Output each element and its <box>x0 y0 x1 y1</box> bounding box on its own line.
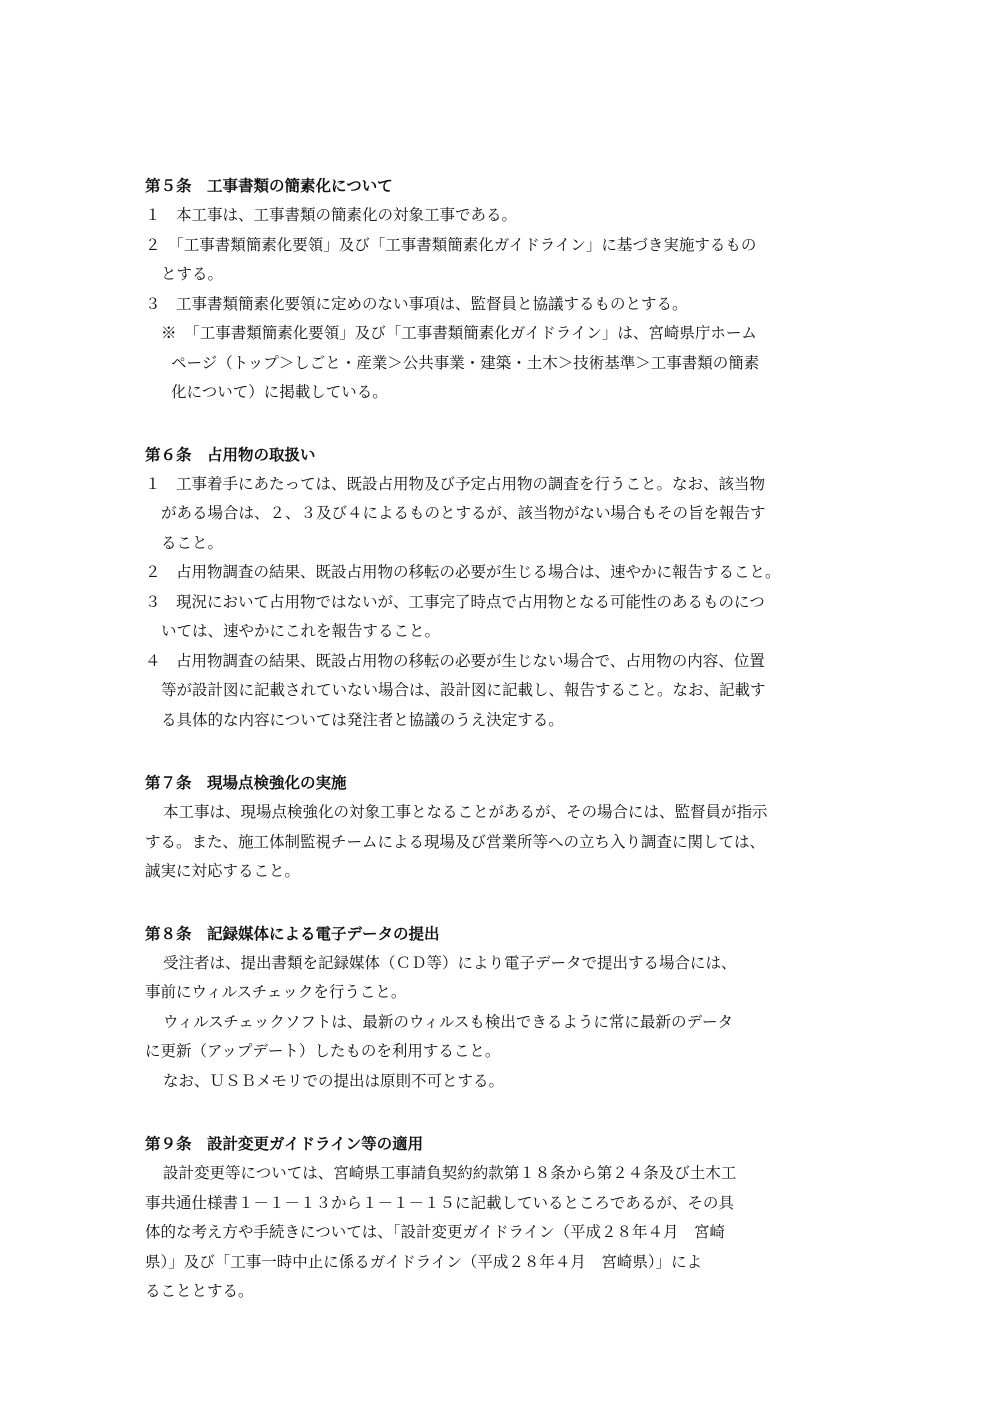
article-5-note-cont-2: 化について）に掲載している。 <box>171 383 388 401</box>
article-7-line-3: 誠実に対応すること。 <box>145 862 301 880</box>
article-5-item-2-cont: とする。 <box>161 265 224 283</box>
article-8-heading: 第８条 記録媒体による電子データの提出 <box>145 924 440 943</box>
article-5-item-2: ２ 「工事書類簡素化要領」及び「工事書類簡素化ガイドライン」に基づき実施するもの <box>145 235 757 254</box>
article-8-line-5: なお、ＵＳＢメモリでの提出は原則不可とする。 <box>163 1071 505 1090</box>
article-8-line-4: に更新（アップデート）したものを利用すること。 <box>145 1042 501 1060</box>
article-8-line-2: 事前にウィルスチェックを行うこと。 <box>145 983 407 1001</box>
article-6-item-4: ４ 占用物調査の結果、既設占用物の移転の必要が生じない場合で、占用物の内容、位置 <box>145 651 765 670</box>
article-9-line-5: ることとする。 <box>145 1282 254 1300</box>
article-7-line-2: する。また、施工体制監視チームによる現場及び営業所等への立ち入り調査に関しては、 <box>145 832 766 851</box>
article-8-line-3: ウィルスチェックソフトは、最新のウィルスも検出できるように常に最新のデータ <box>163 1012 733 1031</box>
article-6-item-3-cont: いては、速やかにこれを報告すること。 <box>161 622 441 640</box>
article-6-item-4-cont-2: る具体的な内容については発注者と協議のうえ決定する。 <box>161 710 564 729</box>
article-6 <box>145 441 865 736</box>
article-7-heading: 第７条 現場点検強化の実施 <box>145 774 347 792</box>
article-9-heading: 第９条 設計変更ガイドライン等の適用 <box>145 1135 424 1153</box>
article-6-item-1-cont-1: がある場合は、２、３及び４によるものとするが、該当物がない場合もその旨を報告す <box>161 504 766 522</box>
article-8-line-1: 受注者は、提出書類を記録媒体（ＣＤ等）により電子データで提出する場合には、 <box>163 953 737 972</box>
article-9-line-3: 体的な考え方や手続きについては、「設計変更ガイドライン（平成２８年４月 宮崎 <box>145 1223 726 1241</box>
article-9-line-2: 事共通仕様書１－１－１３から１－１－１５に記載しているところであるが、その具 <box>145 1193 734 1212</box>
article-6-item-2: ２ 占用物調査の結果、既設占用物の移転の必要が生じる場合は、速やかに報告すること。 <box>145 563 781 581</box>
document-page <box>145 172 865 1307</box>
article-7-line-1: 本工事は、現場点検強化の対象工事となることがあるが、その場合には、監督員が指示 <box>163 803 768 821</box>
article-6-item-4-cont-1: 等が設計図に記載されていない場合は、設計図に記載し、報告すること。なお、記載す <box>161 681 766 699</box>
article-6-item-1: １ 工事着手にあたっては、既設占用物及び予定占用物の調査を行うこと。なお、該当物 <box>145 474 766 493</box>
article-5-note-cont-1: ページ（トップ＞しごと・産業＞公共事業・建築・土木＞技術基準＞工事書類の簡素 <box>171 353 760 372</box>
article-7 <box>145 769 865 887</box>
article-9 <box>145 1130 865 1307</box>
article-5-note: ※ 「工事書類簡素化要領」及び「工事書類簡素化ガイドライン」は、宮崎県庁ホーム <box>161 324 757 342</box>
article-6-heading: 第６条 占用物の取扱い <box>145 445 316 464</box>
article-6-item-3: ３ 現況において占用物ではないが、工事完了時点で占用物となる可能性のあるものにつ <box>145 592 765 611</box>
article-9-line-4: 県）」及び「工事一時中止に係るガイドライン（平成２８年４月 宮崎県）」によ <box>145 1252 703 1271</box>
article-5 <box>145 172 865 408</box>
article-6-item-1-cont-2: ること。 <box>161 533 224 552</box>
article-8 <box>145 920 865 1097</box>
article-9-line-1: 設計変更等については、宮崎県工事請負契約約款第１８条から第２４条及び土木工 <box>163 1164 737 1182</box>
article-5-item-1: １ 本工事は、工事書類の簡素化の対象工事である。 <box>145 206 518 224</box>
article-5-item-3: ３ 工事書類簡素化要領に定めのない事項は、監督員と協議するものとする。 <box>145 294 688 313</box>
article-5-heading: 第５条 工事書類の簡素化について <box>145 177 393 195</box>
